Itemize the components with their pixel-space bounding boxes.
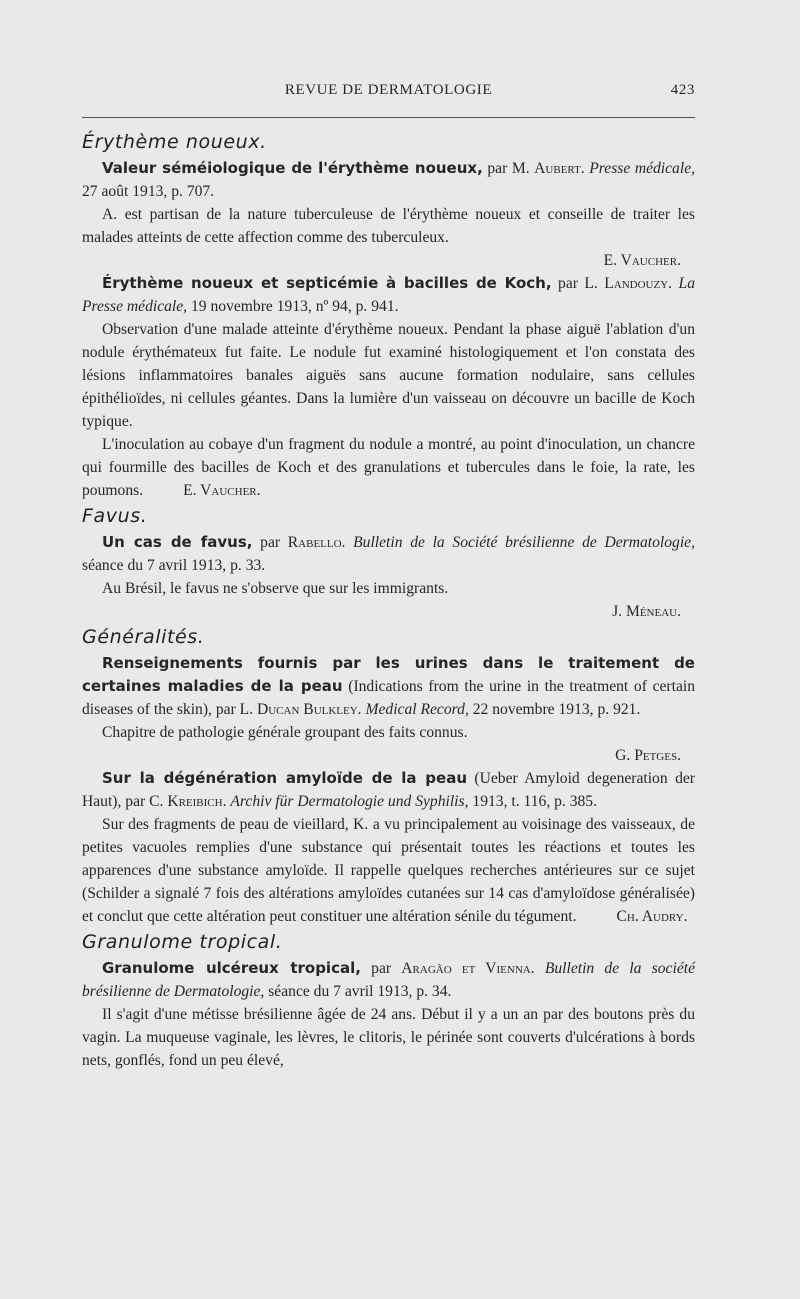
signature: G. Petges.	[615, 747, 681, 764]
byline: par	[260, 534, 281, 551]
citation: 19 novembre 1913, nº 94, p. 941.	[190, 298, 399, 315]
author: Aubert.	[534, 160, 585, 177]
citation: séance du 7 avril 1913, p. 33.	[82, 557, 266, 574]
body-paragraph: Chapitre de pathologie générale groupant des faits connus.	[102, 724, 468, 741]
entry-heading	[82, 272, 695, 318]
section-title-generalites: Généralités.	[82, 626, 205, 648]
author: Aragão et Vienna.	[401, 960, 535, 977]
signature: Ch. Audry.	[616, 908, 688, 925]
article-title: Érythème noueux et septicémie à bacilles de Koch,	[102, 274, 552, 292]
entry-heading	[82, 767, 695, 813]
article-title: Sur la dégénération amyloïde de la peau	[102, 769, 467, 787]
journal: Medical Record,	[365, 701, 469, 718]
page-number: 423	[670, 82, 695, 98]
byline: par L.	[558, 275, 598, 292]
running-title: REVUE DE DERMATOLOGIE	[284, 82, 493, 98]
section-title-granulome-tropical: Granulome tropical.	[82, 931, 283, 953]
header-rule	[82, 117, 695, 118]
citation: 1913, t. 116, p. 385.	[472, 793, 597, 810]
journal: Archiv für Dermatologie und Syphilis,	[230, 793, 469, 810]
author: Ducan Bulkley.	[256, 701, 362, 718]
section-title-favus: Favus.	[82, 505, 148, 527]
citation: 27 août 1913, p. 707.	[82, 183, 215, 200]
entry-heading	[82, 531, 695, 577]
journal: Presse médicale,	[589, 160, 696, 177]
article-title: Renseignements fournis par les urines dans le traitement de certaines maladies de la peau	[82, 654, 695, 695]
citation: 22 novembre 1913, p. 921.	[472, 701, 641, 718]
citation: séance du 7 avril 1913, p. 34.	[268, 983, 452, 1000]
body-paragraph: A. est partisan de la nature tuberculeuse de l'érythème noueux et conseille de traiter les malades atteints de cette affection comme des tuberculeux.	[82, 206, 695, 246]
journal: La Presse médicale,	[82, 275, 695, 315]
byline: par M.	[487, 160, 530, 177]
signature: J. Méneau.	[612, 603, 681, 620]
body-paragraph-text: Sur des fragments de peau de vieillard, K. a vu principalement au voisinage des vaisseaux, de petites vacuoles remplies d'une substance qui présentait toutes les réactions et toutes les apparences d'une substance amyloïde. Il rappelle quelques recherches antérieures sur ce sujet (Schilder a signalé 7 fois des altérations amyloïdes cutanées sur 14 cas d'amyloïdose généralisée) et conclut que cette altération peut constituer une altération sénile du tégument.	[82, 816, 695, 925]
body-paragraph: Observation d'une malade atteinte d'érythème noueux. Pendant la phase aiguë l'ablation d'un nodule érythémateux fut faite. Le nodule fut examiné histologiquement et l'on constata des lésions inflammatoires banales aiguës sans aucune formation nodulaire, sans cellules épithélioïdes, ni cellules géantes. Dans la lumière d'un vaisseau on découvre un bacille de Koch typique.	[82, 321, 695, 430]
journal: Bulletin de la Société brésilienne de Dermatologie,	[353, 534, 695, 551]
byline: (Indications from the urine in the treatment of certain diseases of the skin), par L.	[82, 678, 696, 718]
entry-heading	[82, 652, 695, 721]
byline: (Ueber Amyloid degeneration der Haut), par C.	[82, 770, 695, 810]
author: Rabello.	[287, 534, 346, 551]
entry-heading	[82, 957, 695, 1003]
byline: par	[371, 960, 392, 977]
body-paragraph: Au Brésil, le favus ne s'observe que sur les immigrants.	[102, 580, 449, 597]
author: Kreibich.	[167, 793, 227, 810]
journal: Bulletin de la société brésilienne de Dermatologie,	[82, 960, 695, 1000]
page-content	[82, 128, 695, 1072]
article-title: Valeur séméiologique de l'érythème noueux,	[102, 159, 483, 177]
body-paragraph	[82, 433, 695, 502]
author: Landouzy.	[604, 275, 673, 292]
page-header	[82, 80, 695, 104]
article-title: Un cas de favus,	[102, 533, 253, 551]
signature: E. Vaucher.	[603, 252, 681, 269]
body-paragraph	[82, 813, 695, 928]
article-title: Granulome ulcéreux tropical,	[102, 959, 361, 977]
body-paragraph-text: L'inoculation au cobaye d'un fragment du nodule a montré, au point d'inoculation, un chancre qui fourmille des bacilles de Koch et des granulations et tubercules dans le foie, la rate, les poumons.	[82, 436, 695, 499]
section-title-erytheme-noueux: Érythème noueux.	[82, 131, 267, 153]
entry-heading	[82, 157, 695, 203]
body-paragraph: Il s'agit d'une métisse brésilienne âgée de 24 ans. Début il y a un an par des boutons près du vagin. La muqueuse vaginale, les lèvres, le clitoris, le périnée sont couverts d'ulcérations à bords nets, gonflés, fond un peu élevé,	[82, 1006, 695, 1069]
signature: E. Vaucher.	[183, 482, 261, 499]
